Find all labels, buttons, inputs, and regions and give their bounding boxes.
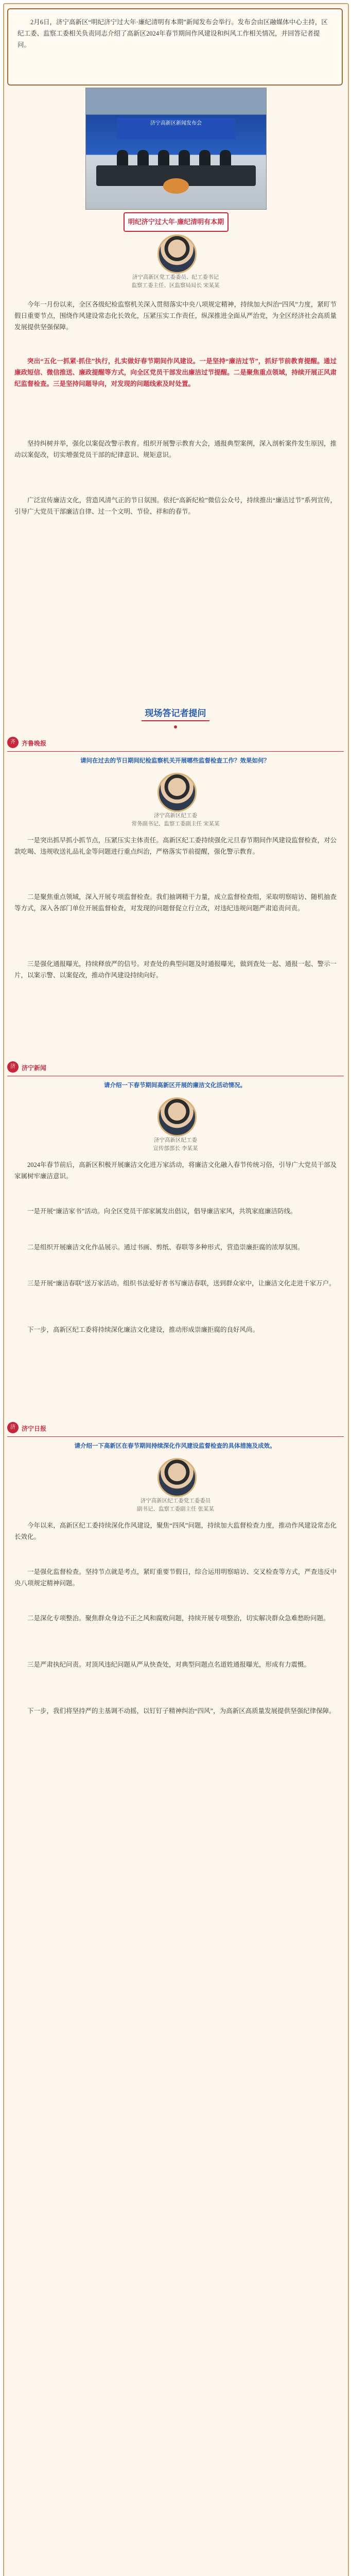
media-2-logo-icon: 济	[7, 1061, 19, 1073]
body3-para-4: 三是开展“廉洁春联”送万家活动。组织书法爱好者书写廉洁春联，送到群众家中，让廉洁文化走进千家万户。	[27, 1280, 336, 1287]
photo-banner: 济宁高新区新闻发布会	[117, 118, 235, 140]
section-dot	[174, 725, 177, 728]
section-underline	[142, 720, 209, 721]
body2-para-1: 一是突出抓早抓小抓节点，压紧压实主体责任。高新区纪工委持续强化元旦春节期间作风建设监督检查，对公款吃喝、违规收送礼品礼金等问题进行重点纠治，严格落实节前提醒，强化警示教育。	[14, 837, 337, 855]
body3-para-5: 下一步，高新区纪工委将持续深化廉洁文化建设，推动形成崇廉拒腐的良好风尚。	[27, 1326, 259, 1333]
body4-para-1: 今年以来，高新区纪工委持续深化作风建设，聚焦“四风”问题，持续加大监督检查力度，推动作风建设常态化长效化。	[14, 1522, 337, 1540]
body3-para-2: 一是开展“廉洁家书”活动。向全区党员干部家属发出倡议，倡导廉洁家风，共筑家庭廉洁防线。	[27, 1208, 297, 1215]
media-2-name: 济宁新闻	[22, 1064, 47, 1072]
media-3-question: 请介绍一下高新区在春节期间持续深化作风建设监督检查的具体措施及成效。	[74, 1443, 276, 1449]
body2-para-3: 三是强化通报曝光，持续释放严的信号。对查处的典型问题及时通报曝光，做到查处一起、通报一起、警示一片，以案示警、以案促改，推动作风建设持续向好。	[14, 960, 337, 979]
speaker-3-avatar	[157, 1097, 197, 1137]
speaker-1-avatar	[157, 234, 197, 274]
media-2-question: 请介绍一下春节期间高新区开展的廉洁文化活动情况。	[104, 1082, 246, 1089]
body1-para-3: 坚持纠树并举，强化以案促改警示教育。组织开展警示教育大会，通报典型案例，深入剖析案件发生原因，推动以案促改，切实增强党员干部的纪律意识、规矩意识。	[14, 440, 337, 459]
body1-para-2: 突出“五化一抓紧·抓住”执行，扎实做好春节期间作风建设。一是坚持“廉洁过节”，抓好节前教育提醒。通过廉政短信、微信推送、廉政提醒等方式，向全区党员干部发出廉洁过节提醒。二是聚焦重点领域，持续开展正风肃纪监督检查。三是坚持问题导向，对发现的问题线索及时处置。	[14, 358, 337, 387]
media-3-divider	[7, 1436, 344, 1437]
body1-para-1: 今年一月份以来，全区各级纪检监察机关深入贯彻落实中央八项规定精神，持续加大纠治“四风”力度，紧盯节假日重要节点，围绕作风建设常态化长效化，压紧压实工作责任，纵深推进全面从严治党，为全区经济社会高质量发展提供坚强保障。	[14, 301, 337, 331]
body2-para-2: 二是聚焦重点领域，深入开展专项监督检查。我们抽调精干力量，成立监督检查组，采取明察暗访、随机抽查等方式，深入各部门单位开展监督检查，对发现的问题督促立行立改，对违纪违规问题严肃追责问责。	[14, 893, 337, 912]
body4-para-3: 二是深化专项整治。聚焦群众身边不正之风和腐败问题，持续开展专项整治，切实解决群众急难愁盼问题。	[27, 1615, 330, 1622]
media-1-name: 齐鲁晚报	[22, 740, 47, 747]
event-ribbon: 明纪济宁过大年·廉纪清明有本期	[124, 212, 229, 232]
speaker-1-caption: 济宁高新区党工委委员、纪工委书记 监察工委主任、区监察局局长 宋某某	[131, 274, 220, 289]
press-conference-photo	[85, 88, 267, 210]
speaker-2-avatar	[157, 773, 197, 812]
media-1-logo-icon: 齐	[7, 737, 19, 748]
flower-decoration	[163, 178, 189, 194]
body4-para-2: 一是强化监督检查。坚持节点就是考点，紧盯重要节假日，综合运用明察暗访、交叉检查等方式，严查违反中央八项规定精神问题。	[14, 1568, 337, 1587]
speaker-2-caption: 济宁高新区纪工委 常务副书记、监察工委副主任 宋某某	[131, 812, 220, 827]
media-1-divider	[7, 751, 344, 752]
speaker-4-avatar	[157, 1458, 197, 1497]
media-1-question: 请问在过去的节日期间纪检监察机关开展哪些监督检查工作？效果如何？	[80, 758, 270, 764]
body3-para-3: 二是组织开展廉洁文化作品展示。通过书画、剪纸、春联等多种形式，营造崇廉拒腐的浓厚氛围。	[27, 1244, 304, 1251]
speaker-4-caption: 济宁高新区纪工委党工委委员 副书记、监察工委副主任 张某某	[137, 1498, 214, 1512]
section-title-qa: 现场答记者提问	[145, 708, 206, 718]
body3-para-1: 2024年春节前后，高新区积极开展廉洁文化进万家活动，将廉洁文化融入春节传统习俗，引导广大党员干部及家属树牢廉洁意识。	[14, 1161, 337, 1180]
body1-para-4: 广泛宣传廉洁文化，营造风清气正的节日氛围。依托“高新纪检”微信公众号，持续推出“廉洁过节”系列宣传，引导广大党员干部廉洁自律、过一个文明、节俭、祥和的春节。	[14, 497, 337, 515]
media-3-logo-icon: 济	[7, 1422, 19, 1433]
body4-para-4: 三是严肃执纪问责。对顶风违纪问题从严从快查处，对典型问题点名道姓通报曝光，形成有力震慑。	[27, 1661, 311, 1668]
intro-paragraph: 2月6日，济宁高新区“明纪济宁过大年·廉纪清明有本期”新闻发布会举行。发布会由区融媒体中心主持，区纪工委、监察工委相关负责同志介绍了高新区2024年春节期间作风建设和纠风工作相关情况，并回答记者提问。	[7, 8, 343, 86]
media-3-name: 济宁日报	[22, 1425, 47, 1432]
speaker-3-caption: 济宁高新区纪工委 宣传部部长 李某某	[153, 1137, 198, 1151]
body4-para-5: 下一步，我们将坚持严的主基调不动摇，以钉钉子精神纠治“四风”，为高新区高质量发展提供坚强纪律保障。	[27, 1707, 336, 1715]
